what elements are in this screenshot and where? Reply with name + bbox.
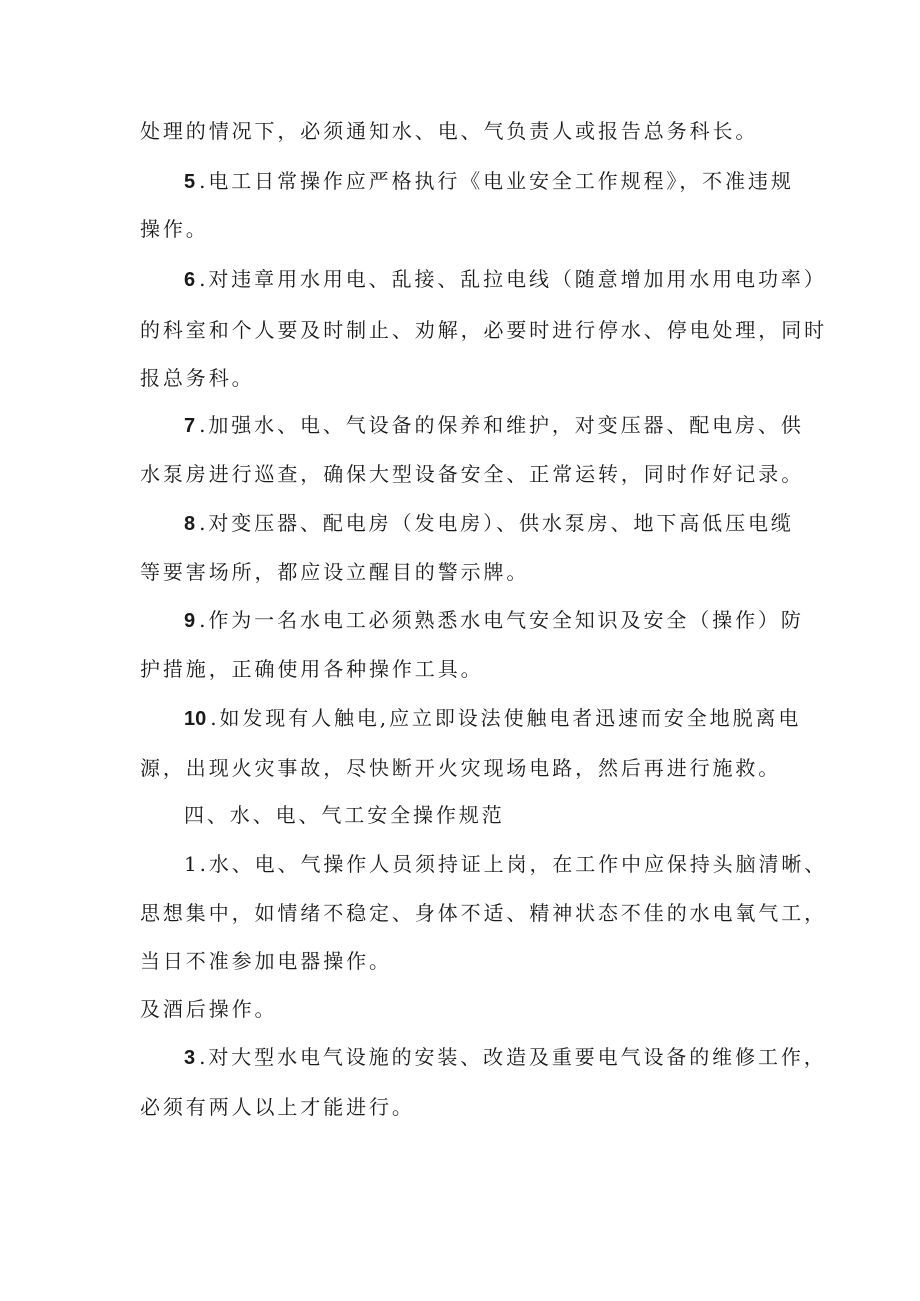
list-item-1 — [184, 852, 827, 876]
line-text: 必须有两人以上才能进行。 — [140, 1095, 415, 1119]
line-text: 水泵房进行巡查，确保大型设备安全、正常运转，同时作好记录。 — [140, 462, 805, 486]
text-line — [140, 1095, 415, 1119]
line-text: .对变压器、配电房（发电房）、供水泵房、地下高低压电缆 — [199, 511, 794, 535]
line-text: .对大型水电气设施的安装、改造及重要电气设备的维修工作， — [199, 1045, 827, 1069]
line-text: 当日不准参加电器操作。 — [140, 949, 392, 973]
text-line — [140, 657, 484, 681]
item-number: 7 — [184, 415, 196, 437]
line-text: 护措施，正确使用各种操作工具。 — [140, 657, 484, 681]
list-item-10 — [184, 706, 801, 731]
text-line — [140, 462, 804, 486]
text-line — [140, 901, 827, 925]
line-text: 源，出现火灾事故，尽快断开火灾现场电路，然后再进行施救。 — [140, 756, 782, 780]
list-item-3 — [184, 1045, 827, 1070]
line-text: 处理的情况下，必须通知水、电、气负责人或报告总务科长。 — [140, 119, 759, 143]
list-item-9 — [184, 608, 804, 633]
text-line — [140, 560, 529, 584]
item-number: 10 — [184, 708, 207, 730]
item-number: 3 — [184, 1047, 196, 1069]
item-number: 9 — [184, 610, 196, 632]
text-line — [140, 756, 781, 780]
text-line — [140, 119, 758, 143]
line-text: 1.水、电、气操作人员须持证上岗，在工作中应保持头脑清晰、 — [184, 852, 828, 876]
line-text: .加强水、电、气设备的保养和维护，对变压器、配电房、供 — [199, 413, 804, 437]
text-line — [140, 217, 209, 241]
text-line — [140, 949, 392, 973]
text-line — [140, 997, 277, 1021]
line-text: .如发现有人触电,应立即设法使触电者迅速而安全地脱离电 — [210, 706, 802, 730]
item-number: 6 — [184, 269, 196, 291]
line-text: 操作。 — [140, 217, 209, 241]
line-text: 的科室和个人要及时制止、劝解，必要时进行停水、停电处理，同时 — [140, 318, 827, 342]
section-heading — [184, 803, 505, 827]
line-text: 及酒后操作。 — [140, 997, 278, 1021]
line-text: .作为一名水电工必须熟悉水电气安全知识及安全（操作）防 — [199, 608, 804, 632]
line-text: 思想集中，如情绪不稳定、身体不适、精神状态不佳的水电氧气工， — [140, 901, 827, 925]
line-text: .电工日常操作应严格执行《电业安全工作规程》，不准违规 — [199, 169, 794, 193]
line-text: .对违章用水用电、乱接、乱拉电线（随意增加用水用电功率） — [199, 267, 827, 291]
text-line — [140, 366, 255, 390]
item-number: 8 — [184, 513, 196, 535]
line-text: 报总务科。 — [140, 366, 255, 390]
text-line — [140, 318, 827, 342]
heading-text: 四、水、电、气工安全操作规范 — [184, 803, 505, 827]
item-number: 5 — [184, 171, 196, 193]
list-item-8 — [184, 511, 794, 536]
line-text: 等要害场所，都应设立醒目的警示牌。 — [140, 560, 530, 584]
list-item-5 — [184, 169, 794, 194]
list-item-7 — [184, 413, 804, 438]
list-item-6 — [184, 267, 827, 292]
